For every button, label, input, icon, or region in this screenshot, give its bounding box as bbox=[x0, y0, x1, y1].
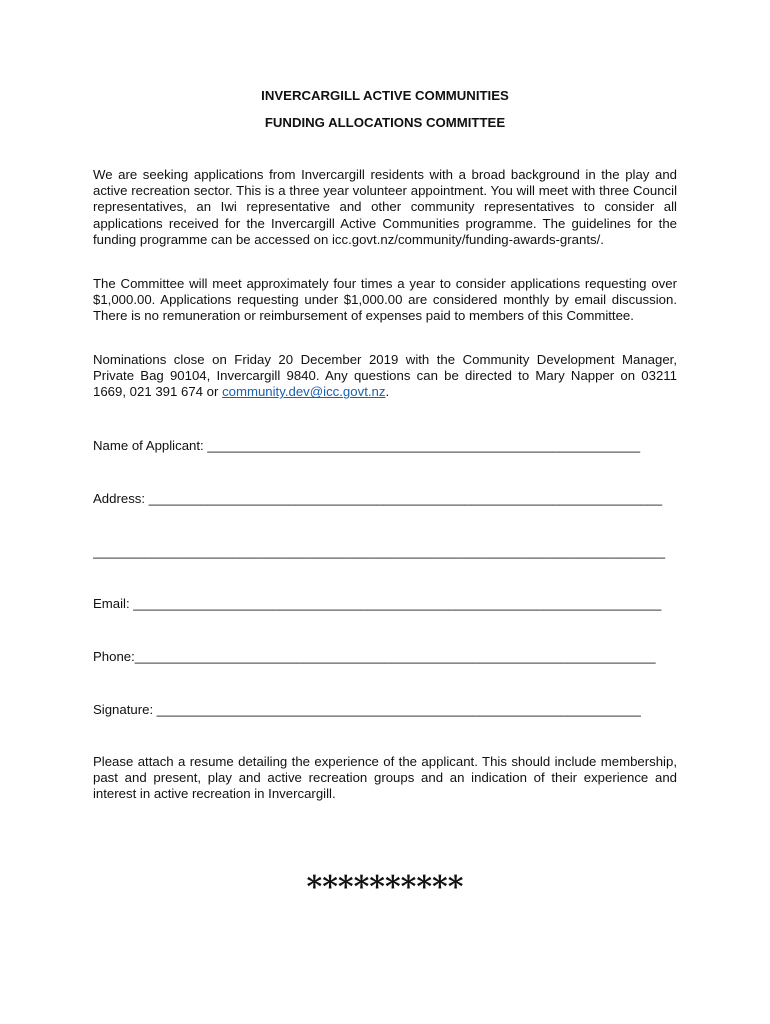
address-field[interactable]: Address: ______________________________________________________________________ bbox=[93, 491, 663, 506]
document-subtitle: FUNDING ALLOCATIONS COMMITTEE bbox=[264, 115, 506, 130]
resume-instructions-paragraph: Please attach a resume detailing the experience of the applicant. This should include membership, past and present, play and active recreation groups and an indication of their experience and interest in active recreation in Invercargill. bbox=[93, 754, 677, 802]
meeting-paragraph: The Committee will meet approximately four times a year to consider applications requesting over $1,000.00. Applications requesting under $1,000.00 are considered monthly by email discussion. There is no remuneration or reimbursement of expenses paid to members of this Committee. bbox=[93, 276, 677, 324]
phone-field[interactable]: Phone:_______________________________________________________________________ bbox=[93, 649, 656, 664]
nominations-suffix: . bbox=[385, 384, 390, 400]
email-field[interactable]: Email: ________________________________________________________________________ bbox=[93, 596, 662, 611]
signature-field[interactable]: Signature: __________________________________________________________________ bbox=[93, 702, 641, 717]
nominations-paragraph bbox=[93, 352, 677, 401]
document-title: INVERCARGILL ACTIVE COMMUNITIES bbox=[261, 88, 509, 103]
email-link[interactable]: community.dev@icc.govt.nz bbox=[222, 384, 386, 400]
nominations-text: Nominations close on Friday 20 December 2019 with the Community Development Manager, Private Bag 90104, Invercargill 9840. Any questions can be directed to Mary Napper on 03211 1669, 021 391 674 or bbox=[93, 352, 677, 400]
end-of-document-stars: ********** bbox=[306, 870, 464, 905]
intro-paragraph: We are seeking applications from Invercargill residents with a broad background in the play and active recreation sector. This is a three year volunteer appointment. You will meet with three Council representatives, an Iwi representative and other community representatives to consider all applications received for the Invercargill Active Communities programme. The guidelines for the funding programme can be accessed on icc.govt.nz/community/funding-awards-grants/. bbox=[93, 167, 677, 247]
applicant-name-field[interactable]: Name of Applicant: ___________________________________________________________ bbox=[93, 438, 641, 453]
address-field-line2[interactable]: ______________________________________________________________________________ bbox=[93, 544, 666, 559]
